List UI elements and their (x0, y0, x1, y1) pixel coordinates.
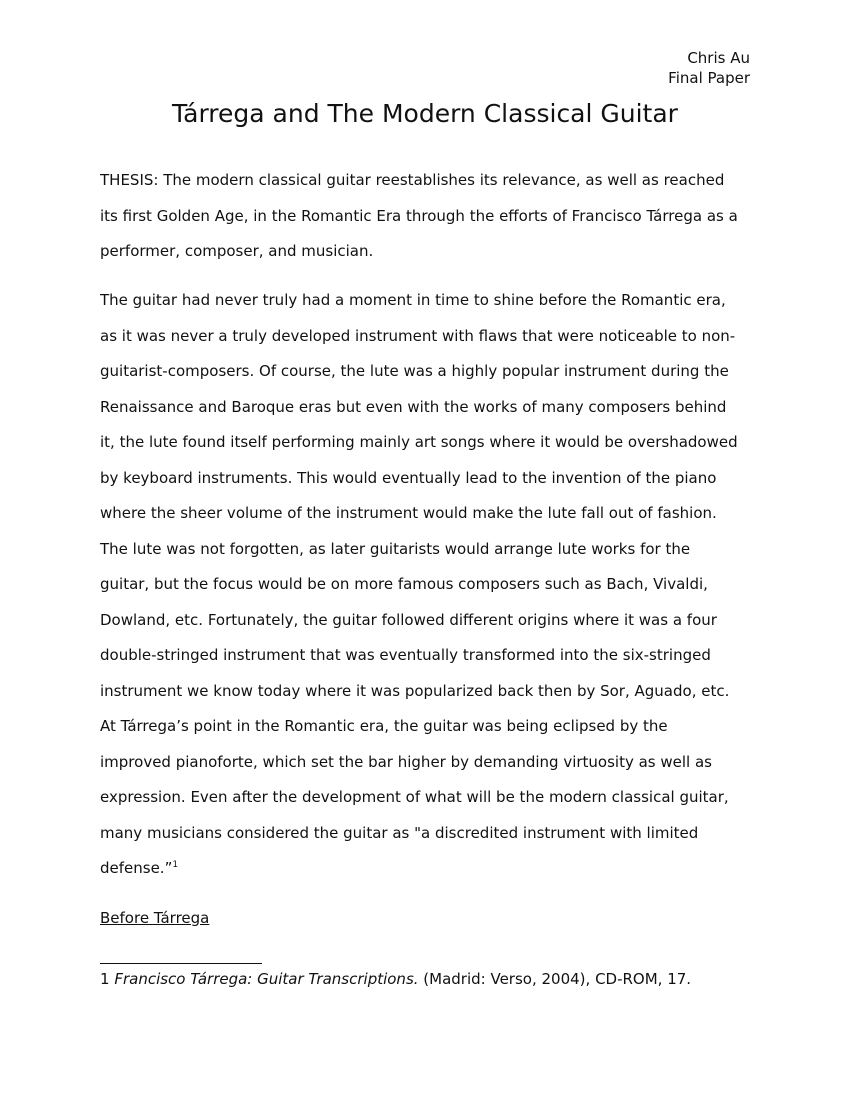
document-type: Final Paper (668, 69, 750, 87)
paragraph-line: double-stringed instrument that was eventually transformed into the six-stringed (100, 646, 711, 664)
thesis-line: performer, composer, and musician. (100, 242, 374, 260)
paragraph-line: guitar, but the focus would be on more famous composers such as Bach, Vivaldi, (100, 575, 708, 593)
footnote-reference-link[interactable]: 1 (172, 860, 179, 870)
paragraph-line: Dowland, etc. Fortunately, the guitar followed different origins where it was a four (100, 610, 717, 629)
paper-title: Tárrega and The Modern Classical Guitar (172, 99, 678, 128)
body-paragraph (100, 283, 750, 887)
paragraph-line: by keyboard instruments. This would eventually lead to the invention of the piano (100, 468, 717, 487)
paragraph-line: improved pianoforte, which set the bar higher by demanding virtuosity as well as (100, 752, 712, 771)
paragraph-line: At Tárrega’s point in the Romantic era, the guitar was being eclipsed by the (100, 717, 668, 735)
section-heading: Before Tárrega (100, 909, 210, 927)
paragraph-line: it, the lute found itself performing mainly art songs where it would be overshadowed (100, 433, 738, 451)
footnote-source-title: Francisco Tárrega: Guitar Transcriptions. (114, 970, 419, 988)
footnote (100, 967, 691, 991)
footnote-details: (Madrid: Verso, 2004), CD-ROM, 17. (418, 970, 692, 988)
footnote-number: 1 (100, 970, 110, 988)
footnote-separator (100, 963, 262, 964)
thesis-line: its first Golden Age, in the Romantic Era through the efforts of Francisco Tárrega as a (100, 206, 738, 225)
paragraph-line: as it was never a truly developed instrument with flaws that were noticeable to non- (100, 326, 736, 345)
paragraph-line-last (100, 851, 750, 887)
thesis-statement (100, 163, 750, 270)
paragraph-line: guitarist-composers. Of course, the lute was a highly popular instrument during the (100, 362, 729, 380)
paragraph-line: where the sheer volume of the instrument would make the lute fall out of fashion. (100, 504, 717, 522)
paragraph-line: expression. Even after the development of what will be the modern classical guitar, (100, 788, 729, 806)
thesis-line: THESIS: The modern classical guitar reestablishes its relevance, as well as reached (100, 171, 725, 189)
paragraph-line: Renaissance and Baroque eras but even with the works of many composers behind (100, 397, 727, 416)
author-name: Chris Au (687, 49, 750, 67)
paragraph-line: The guitar had never truly had a moment in time to shine before the Romantic era, (100, 291, 726, 309)
paragraph-line: instrument we know today where it was popularized back then by Sor, Aguado, etc. (100, 681, 730, 700)
paragraph-line: many musicians considered the guitar as "a discredited instrument with limited (100, 823, 699, 842)
paragraph-line-text: defense.” (100, 859, 173, 877)
paragraph-line: The lute was not forgotten, as later guitarists would arrange lute works for the (100, 539, 691, 558)
page-header (668, 48, 750, 88)
